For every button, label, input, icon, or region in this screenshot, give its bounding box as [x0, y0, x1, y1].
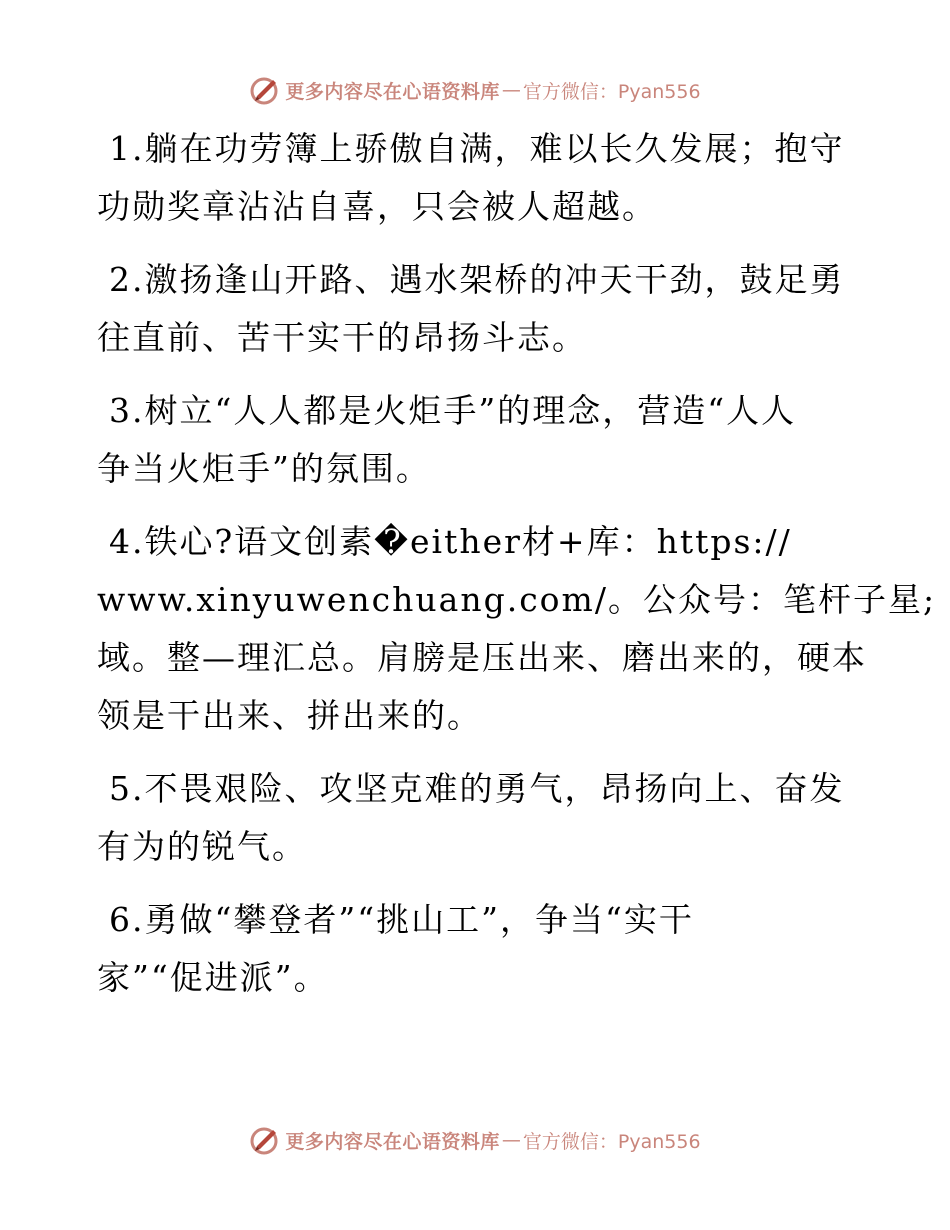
paragraph-line: 2.激扬逢山开路、遇水架桥的冲天干劲，鼓足勇 [109, 260, 845, 299]
paragraph-line: www.xinyuwenchuang.com/。公众号：笔杆子星; [97, 580, 937, 619]
banner-separator: — [501, 79, 521, 101]
paragraph-line: 有为的锐气。 [97, 827, 307, 866]
paragraph-line: 4.铁心?语文创素�either材+库：https:// [109, 522, 792, 561]
document-body [97, 120, 937, 1022]
paragraph-line: 往直前、苦干实干的昂扬斗志。 [97, 318, 587, 357]
paragraph-line: 家”“促进派”。 [97, 958, 329, 997]
paragraph-1 [97, 120, 867, 236]
paragraph-line: 领是干出来、拼出来的。 [97, 696, 482, 735]
header-banner [0, 70, 950, 110]
banner-main-text: 更多内容尽在心语资料库 [285, 1130, 500, 1153]
paragraph-line: 3.树立“人人都是火炬手”的理念，营造“人人 [109, 391, 797, 430]
banner-separator: — [501, 1129, 521, 1151]
paragraph-6 [97, 891, 867, 1007]
footer-banner [0, 1120, 950, 1160]
paragraph-3 [97, 382, 867, 498]
paragraph-line: 1.躺在功劳簿上骄傲自满，难以长久发展；抱守 [109, 129, 845, 168]
pen-circle-logo-icon [249, 74, 281, 106]
banner-main-text: 更多内容尽在心语资料库 [285, 80, 500, 103]
banner-contact-text: 官方微信：Pyan556 [522, 80, 701, 103]
pen-circle-logo-icon [249, 1124, 281, 1156]
paragraph-line: 功勋奖章沾沾自喜，只会被人超越。 [97, 187, 657, 226]
paragraph-line: 6.勇做“攀登者”“挑山工”，争当“实干 [109, 900, 694, 939]
paragraph-2 [97, 251, 867, 367]
paragraph-line: 5.不畏艰险、攻坚克难的勇气，昂扬向上、奋发 [109, 769, 845, 808]
banner-contact-text: 官方微信：Pyan556 [522, 1130, 701, 1153]
paragraph-4 [97, 513, 937, 745]
paragraph-5 [97, 760, 867, 876]
paragraph-line: 域。整—理汇总。肩膀是压出来、磨出来的，硬本 [97, 638, 867, 677]
paragraph-line: 争当火炬手”的氛围。 [97, 449, 431, 488]
